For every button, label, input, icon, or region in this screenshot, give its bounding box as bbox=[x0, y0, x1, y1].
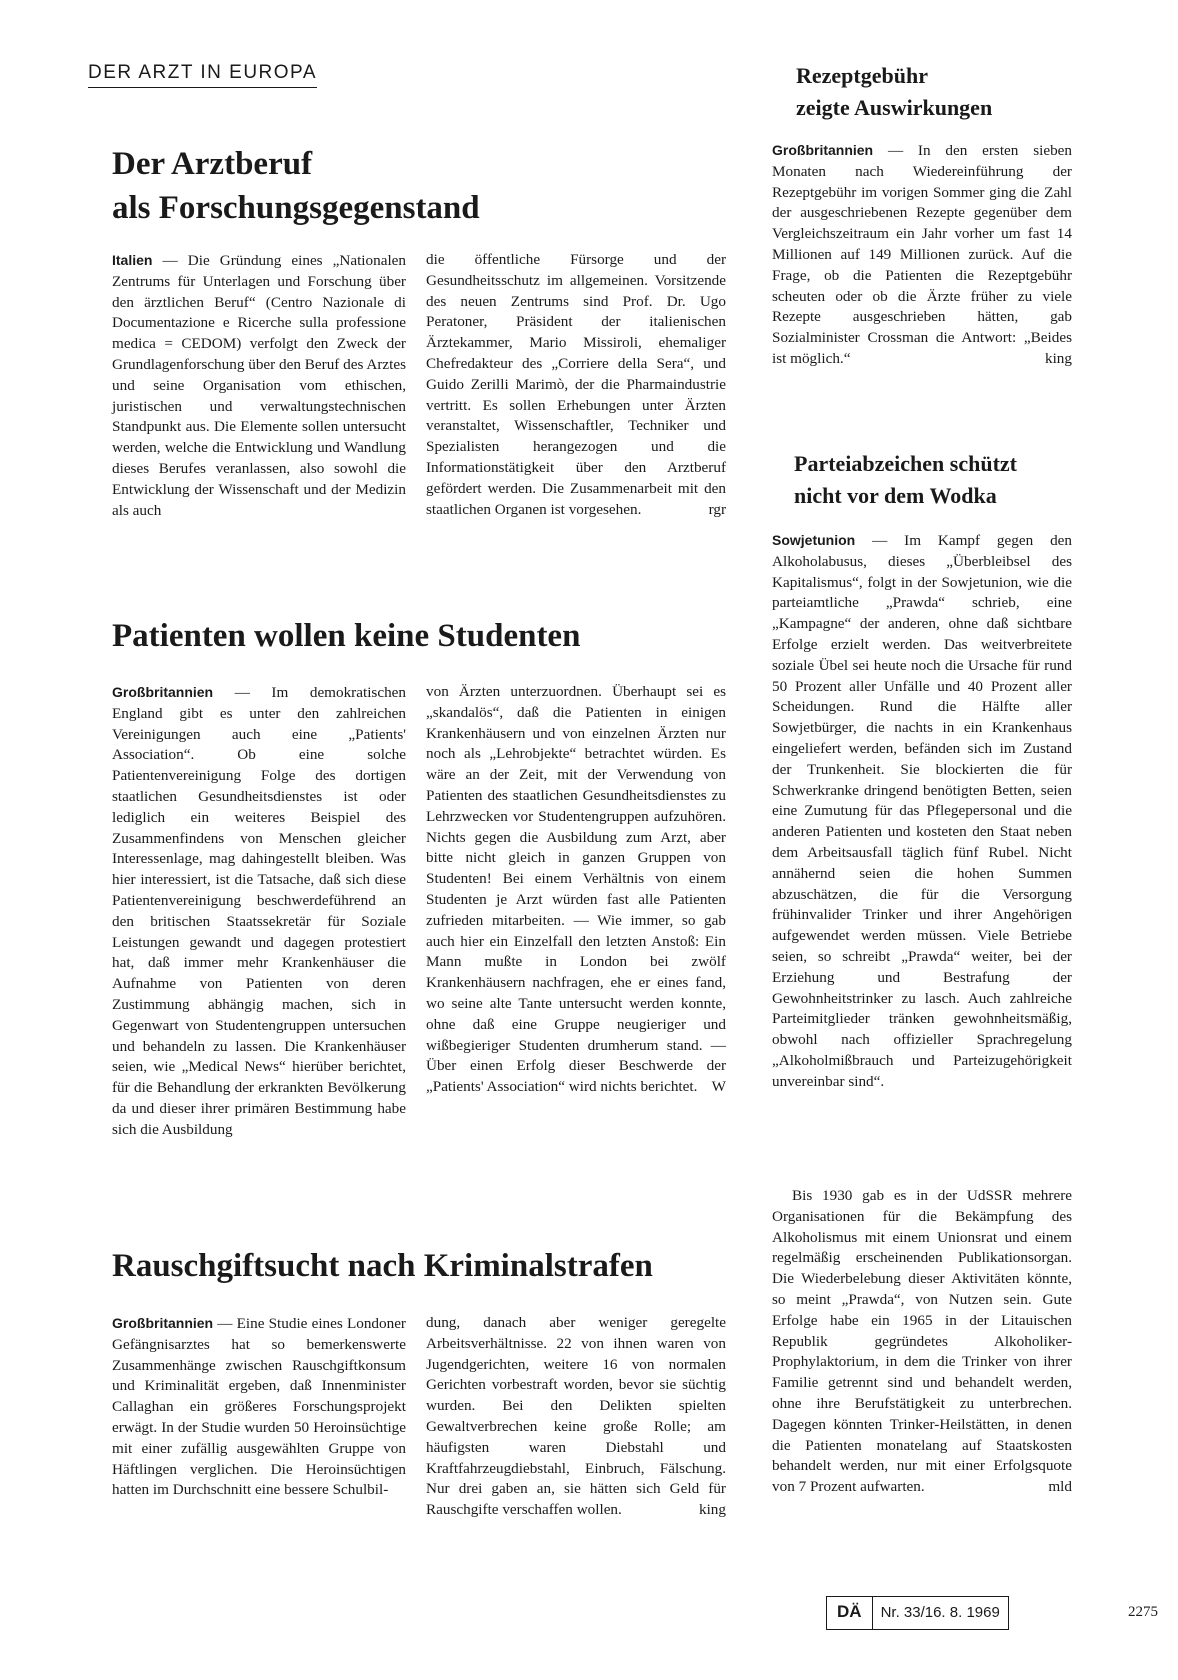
article4-body bbox=[772, 140, 1072, 370]
article3-lead: Großbritannien bbox=[112, 1315, 214, 1331]
issue-number: Nr. 33/16. 8. 1969 bbox=[880, 1604, 1000, 1621]
section-label: DER ARZT IN EUROPA bbox=[88, 62, 317, 88]
article5-title bbox=[794, 448, 1017, 512]
article4-title-line1: Rezeptgebühr bbox=[796, 63, 928, 88]
article2-col2 bbox=[426, 682, 726, 1098]
article4-title bbox=[796, 60, 992, 124]
article2-col2-text: von Ärzten unterzuordnen. Überhaupt sei es „skandalös“, daß die Patienten in einigen Krankenhäusern und von einzelnen Ärzten nur noch als „Lehrobjekte“ betrachtet würden. Es wäre an der Zeit, mit der Verwendung von Patienten des staatlichen Gesundheitsdienstes zu Lehrzwecken vor Studentengruppen aufzuhören. Nichts gegen die Ausbildung zum Arzt, aber bitte nicht gleich in ganzen Gruppen von Studenten! Bei einem Verhältnis von einem Studenten je Arzt würden fast alle Patienten zufrieden mitarbeiten. — Wie immer, so gab auch hier ein Einzelfall den letzten Anstoß: Ein Mann mußte in London bei zwölf Krankenhäusern nachfragen, ehe er eines fand, wo seine alte Tante untersucht werden konnte, ohne daß eine Gruppe neugieriger und wißbegieriger Studenten drumherum stand. — Über einen Erfolg dieser Beschwerde der „Patients' Association“ wird nichts berichtet. bbox=[426, 683, 726, 1096]
article3-col1-text: — Eine Studie eines Londoner Gefängnisarztes hat so bemerkenswerte Zusammenhänge zwischen Rauschgiftkonsum und Kriminalität ergeben, daß Innenminister Callaghan ein größeres Forschungsprojekt erwägt. In der Studie wurden 50 Heroinsüchtige mit einer zufällig ausgewählten Gruppe von Häftlingen verglichen. Die Heroinsüchtigen hatten im Durchschnitt eine bessere Schulbil- bbox=[112, 1315, 406, 1499]
article2-lead: Großbritannien bbox=[112, 684, 214, 700]
article1-title bbox=[112, 142, 480, 230]
article4-signature: king bbox=[1044, 349, 1072, 367]
article5-signature: mld bbox=[1048, 1478, 1072, 1496]
article5-para2 bbox=[772, 1186, 1072, 1498]
article2-title: Patienten wollen keine Studenten bbox=[112, 618, 581, 654]
article1-col2-text: die öffentliche Fürsorge und der Gesundheitsschutz im allgemeinen. Vorsitzende des neuen Zentrums sind Prof. Dr. Ugo Peratoner, Präsident der italienischen Ärztekammer, Mario Missiroli, ehemaliger Chefredakteur des „Corriere della Sera“, und Guido Zerilli Marimò, der die Pharmaindustrie vertritt. Es sollen Erhebungen unter Ärzten veranstaltet, Wissenschaftler, Techniker und Spezialisten herangezogen und die Informationstätigkeit über den Arztberuf gefördert werden. Die Zusammenarbeit mit den staatlichen Organen ist vorgesehen. bbox=[426, 251, 726, 518]
article1-title-line2: als Forschungsgegenstand bbox=[112, 190, 480, 226]
article1-col1-text: — Die Gründung eines „Nationalen Zentrums für Unterlagen und Forschung über den ärztlichen Beruf“ (Centro Nazionale di Documentazione e Ricerche sulla professione medica = CEDOM) verfolgt den Zweck der Grundlagenforschung über den Beruf des Arztes und seine Organisation vom ethischen, juristischen und verwaltungstechnischen Standpunkt aus. Die Elemente sollen untersucht werden, welche die Entwicklung und Wandlung dieses Berufes veranlassen, also sowohl die Entwicklung der Wissenschaft und der Medizin als auch bbox=[112, 252, 407, 519]
article5-para2-text: Bis 1930 gab es in der UdSSR mehrere Organisationen für die Bekämpfung des Alkoholismus mit einem Unionsrat und einem regelmäßig erscheinenden Publikationsorgan. Die Wiederbelebung dieser Aktivitäten könnte, so meint „Prawda“, von Nutzen sein. Gute Erfolge habe ein 1965 in der Litauischen Republik gegründetes Alkoholiker-Prophylaktorium, in dem die Trinker von ihrer Familie getrennt sind und behandelt werden, ohne ihre Berufstätigkeit zu unterbrechen. Dagegen könnten Trinker-Heilstätten, in denen die Patienten monatelang auf Staatskosten behandelt werden, nur mit einer Erfolgsquote von 7 Prozent aufwarten. bbox=[772, 1187, 1072, 1496]
article5-para1 bbox=[772, 530, 1072, 1093]
article1-col1 bbox=[112, 250, 406, 521]
article3-col2 bbox=[426, 1313, 726, 1521]
article5-title-line1: Parteiabzeichen schützt bbox=[794, 451, 1017, 476]
article3-title: Rauschgiftsucht nach Kriminalstrafen bbox=[112, 1248, 653, 1284]
article4-body-text: — In den ersten sieben Monaten nach Wiedereinführung der Rezeptgebühr im vorigen Sommer ging die Zahl der ausgeschriebenen Rezepte gegenüber dem Vergleichszeitraum ein Jahr vorher um fast 14 Millionen auf 149 Millionen zurück. Auf die Frage, ob die Patienten die Rezeptgebühr scheuten oder ob die Ärzte früher zu viele Rezepte ausgeschrieben hätten, gab Sozialminister Crossman die Antwort: „Beides ist möglich.“ bbox=[772, 142, 1072, 367]
issue-box bbox=[826, 1596, 1009, 1630]
article5-lead: Sowjetunion bbox=[772, 532, 856, 548]
article3-col1 bbox=[112, 1313, 406, 1501]
article5-title-line2: nicht vor dem Wodka bbox=[794, 483, 997, 508]
article1-col2 bbox=[426, 250, 726, 520]
article4-lead: Großbritannien bbox=[772, 142, 874, 158]
article2-signature: W bbox=[711, 1078, 726, 1096]
journal-logo: DÄ bbox=[827, 1597, 873, 1629]
article4-title-line2: zeigte Auswirkungen bbox=[796, 95, 993, 120]
article1-lead: Italien bbox=[112, 252, 153, 268]
page-number: 2275 bbox=[1128, 1604, 1158, 1620]
article3-signature: king bbox=[698, 1501, 726, 1519]
article2-col1-text: — Im demokratischen England gibt es unter den zahlreichen Vereinigungen auch eine „Patients' Association“. Ob eine solche Patientenvereinigung Folge des dortigen staatlichen Gesundheitsdienstes ist oder lediglich ein weiteres Beispiel des Zusammenfindens von Menschen gleicher Interessenlage, mag dahingestellt bleiben. Was hier interessiert, ist die Tatsache, daß sich diese Patientenvereinigung beschwerdeführend an den britischen Staatssekretär für Soziale Leistungen gewandt und dagegen protestiert hat, daß immer mehr Krankenhäuser die Aufnahme von Patienten von deren Zustimmung abhängig machen, sich in Gegenwart von Studentengruppen untersuchen und behandeln zu lassen. Die Krankenhäuser seien, wie „Medical News“ hierüber berichtet, für die Behandlung der erkrankten Bevölkerung da und dieser ihrer primären Bestimmung habe sich die Ausbildung bbox=[112, 684, 407, 1138]
article5-para1-text: — Im Kampf gegen den Alkoholabusus, dieses „Überbleibsel des Kapitalismus“, folgt in der Sowjetunion, wie die parteiamtliche „Prawda“ schrieb, eine „Kampagne“ der anderen, ohne daß sichtbare Erfolge erzielt werden. Das weitverbreitete soziale Übel sei heute noch die Ursache für rund 50 Prozent aller Unfälle und 40 Prozent aller Scheidungen. Rund die Hälfte aller Sowjetbürger, die nachts in ein Krankenhaus eingeliefert werden, befänden sich im Zustand der Trunkenheit. Sie blockierten die für Schwerkranke dringend benötigten Betten, seien eine Zumutung für das Pflegepersonal und die anderen Patienten und kosteten den Staat neben dem Arbeitsausfall täglich fünf Rubel. Nicht annähernd seien die hohen Summen abzuschätzen, die für die Versorgung frühinvalider Trinker und ihrer Angehörigen aufgewendet werden müssen. Viele Betriebe seien, so schreibt „Prawda“ weiter, bei der Erziehung und Bestrafung der Gewohnheitstrinker zu lasch. Auch zahlreiche Parteimitglieder tränken gewohnheitsmäßig, obwohl nach offizieller Sprachregelung „Alkoholmißbrauch und Parteizugehörigkeit unvereinbar sind“. bbox=[772, 532, 1072, 1090]
article2-col1 bbox=[112, 682, 406, 1141]
article1-signature: rgr bbox=[708, 500, 726, 518]
article3-col2-text: dung, danach aber weniger geregelte Arbeitsverhältnisse. 22 von ihnen waren von Jugendgerichten, weitere 16 von normalen Gerichten vorbestraft worden, bevor sie süchtig wurden. Bei den Delikten spielten Gewaltverbrechen keine große Rolle; am häufigsten waren Diebstahl und Kraftfahrzeugdiebstahl, Einbruch, Fälschung. Nur drei gaben an, sie hätten sich Geld für Rauschgifte verschaffen wollen. bbox=[426, 1314, 726, 1519]
article1-title-line1: Der Arztberuf bbox=[112, 146, 313, 182]
